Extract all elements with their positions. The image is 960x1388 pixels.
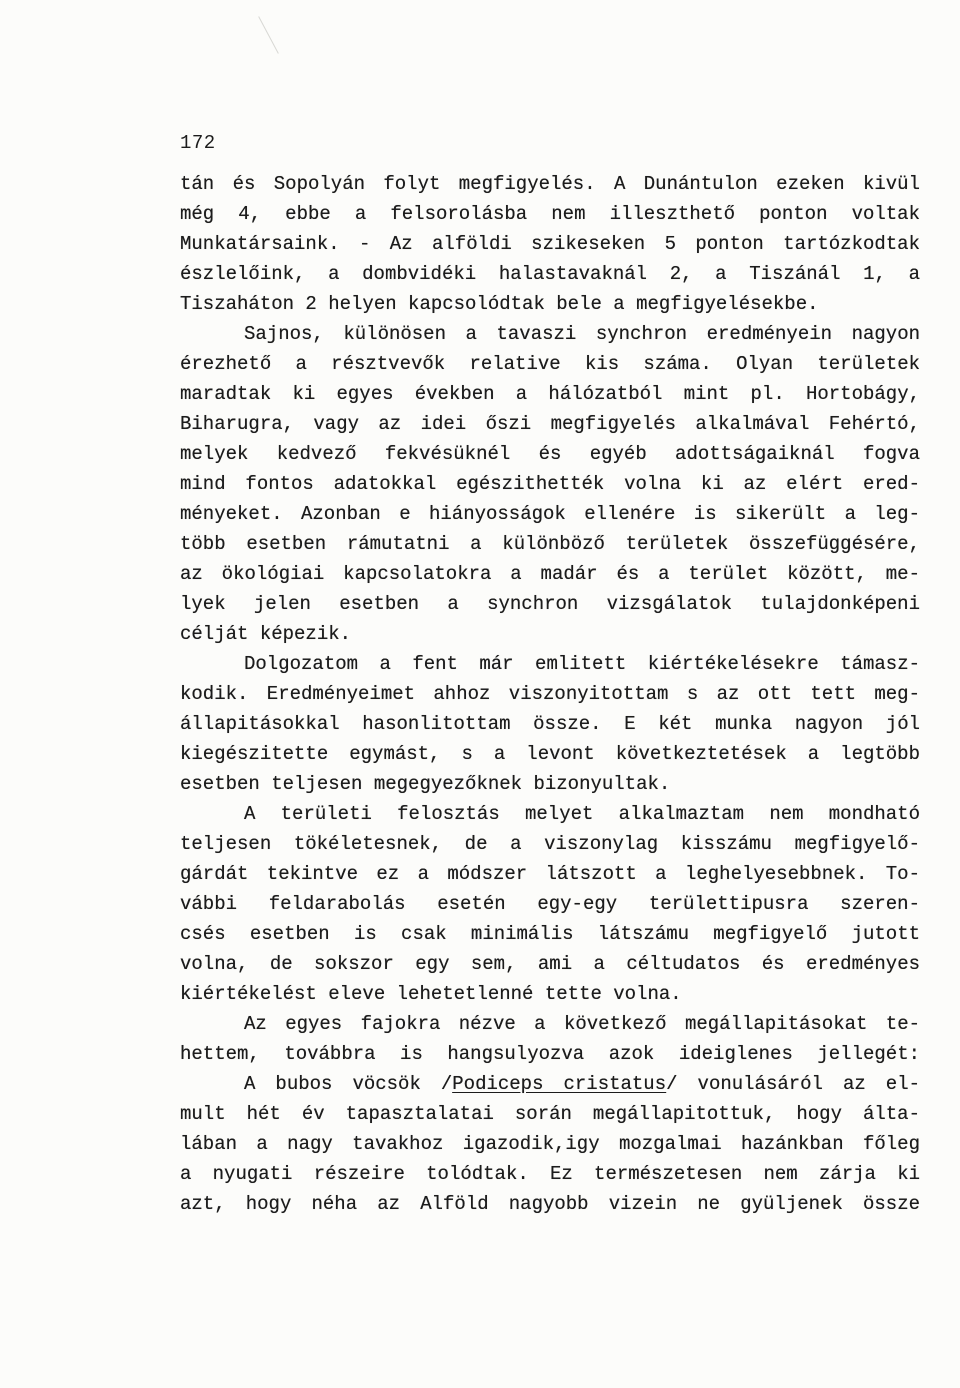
- text-line: gárdát tekintve ez a módszer látszott a leghelyesebbnek. To-: [180, 863, 920, 885]
- species-prefix: A bubos vöcsök /: [244, 1073, 453, 1095]
- text-line: teljesen tökéletesnek, de a viszonylag kisszámu megfigyelő-: [180, 833, 920, 855]
- text-line: mind fontos adatokkal egészithették volna ki az elért ered-: [180, 473, 920, 495]
- text-line: Munkatársaink. - Az alföldi szikeseken 5 ponton tartózkodtak: [180, 233, 920, 255]
- text-line: több esetben rámutatni a különböző területek összefüggésére,: [180, 533, 920, 555]
- text-line: csés esetben is csak minimális látszámu megfigyelő jutott: [180, 923, 920, 945]
- text-line: tán és Sopolyán folyt megfigyelés. A Dunántulon ezeken kivül: [180, 173, 920, 195]
- text-line: célját képezik.: [180, 623, 352, 645]
- text-line: kiegészitette egymást, s a levont következtetések a legtöbb: [180, 743, 920, 765]
- text-line: kiértékelést eleve lehetetlenné tette volna.: [180, 983, 682, 1005]
- body-text: [180, 169, 920, 1219]
- page-number: 172: [180, 132, 216, 154]
- text-line: Biharugra, vagy az idei őszi megfigyelés alkalmával Fehértó,: [180, 413, 920, 435]
- text-line: melyek kedvező fekvésüknél és egyéb adottságaiknál fogva: [180, 443, 920, 465]
- text-line: azt, hogy néha az Alföld nagyobb vizein ne gyüljenek össze: [180, 1193, 920, 1215]
- text-line: ményeket. Azonban e hiányosságok ellenére is sikerült a leg-: [180, 503, 920, 525]
- text-line: Dolgozatom a fent már emlitett kiértékelésekre támasz-: [244, 653, 920, 675]
- text-line: állapitásokkal hasonlitottam össze. E két munka nagyon jól: [180, 713, 920, 735]
- text-line: lában a nagy tavakhoz igazodik,igy mozgalmai hazánkban főleg: [180, 1133, 920, 1155]
- scan-artifact: [258, 16, 279, 54]
- text-line: maradtak ki egyes években a hálózatból mint pl. Hortobágy,: [180, 383, 920, 405]
- species-latin-name: Podiceps cristatus: [452, 1073, 667, 1095]
- text-line: vábbi feldarabolás esetén egy-egy területtipusra szeren-: [180, 893, 920, 915]
- species-suffix: / vonulásáról az el-: [666, 1073, 920, 1095]
- text-line: lyek jelen esetben a synchron vizsgálatok tulajdonképeni: [180, 593, 920, 615]
- text-line: A területi felosztás melyet alkalmaztam nem mondható: [244, 803, 920, 825]
- text-line: Tiszaháton 2 helyen kapcsolódtak bele a megfigyelésekbe.: [180, 293, 819, 315]
- text-line-species: [180, 1069, 920, 1099]
- text-line: érezhető a résztvevők relative kis száma. Olyan területek: [180, 353, 920, 375]
- text-line: Az egyes fajokra nézve a következő megállapitásokat te-: [244, 1013, 920, 1035]
- text-line: hettem, továbbra is hangsulyozva azok ideiglenes jellegét:: [180, 1043, 920, 1065]
- text-line: a nyugati részeire tolódtak. Ez természetesen nem zárja ki: [180, 1163, 920, 1185]
- text-line: Sajnos, különösen a tavaszi synchron eredményein nagyon: [244, 323, 920, 345]
- text-line: volna, de sokszor egy sem, ami a céltudatos és eredményes: [180, 953, 920, 975]
- text-line: az ökológiai kapcsolatokra a madár és a terület között, me-: [180, 563, 920, 585]
- text-line: észlelőink, a dombvidéki halastavaknál 2, a Tiszánál 1, a: [180, 263, 920, 285]
- text-line: mult hét év tapasztalatai során megállapitottuk, hogy álta-: [180, 1103, 920, 1125]
- text-line: még 4, ebbe a felsorolásba nem illeszthető ponton voltak: [180, 203, 920, 225]
- text-line: kodik. Eredményeimet ahhoz viszonyitottam s az ott tett meg-: [180, 683, 920, 705]
- text-line: esetben teljesen megegyezőknek bizonyultak.: [180, 773, 671, 795]
